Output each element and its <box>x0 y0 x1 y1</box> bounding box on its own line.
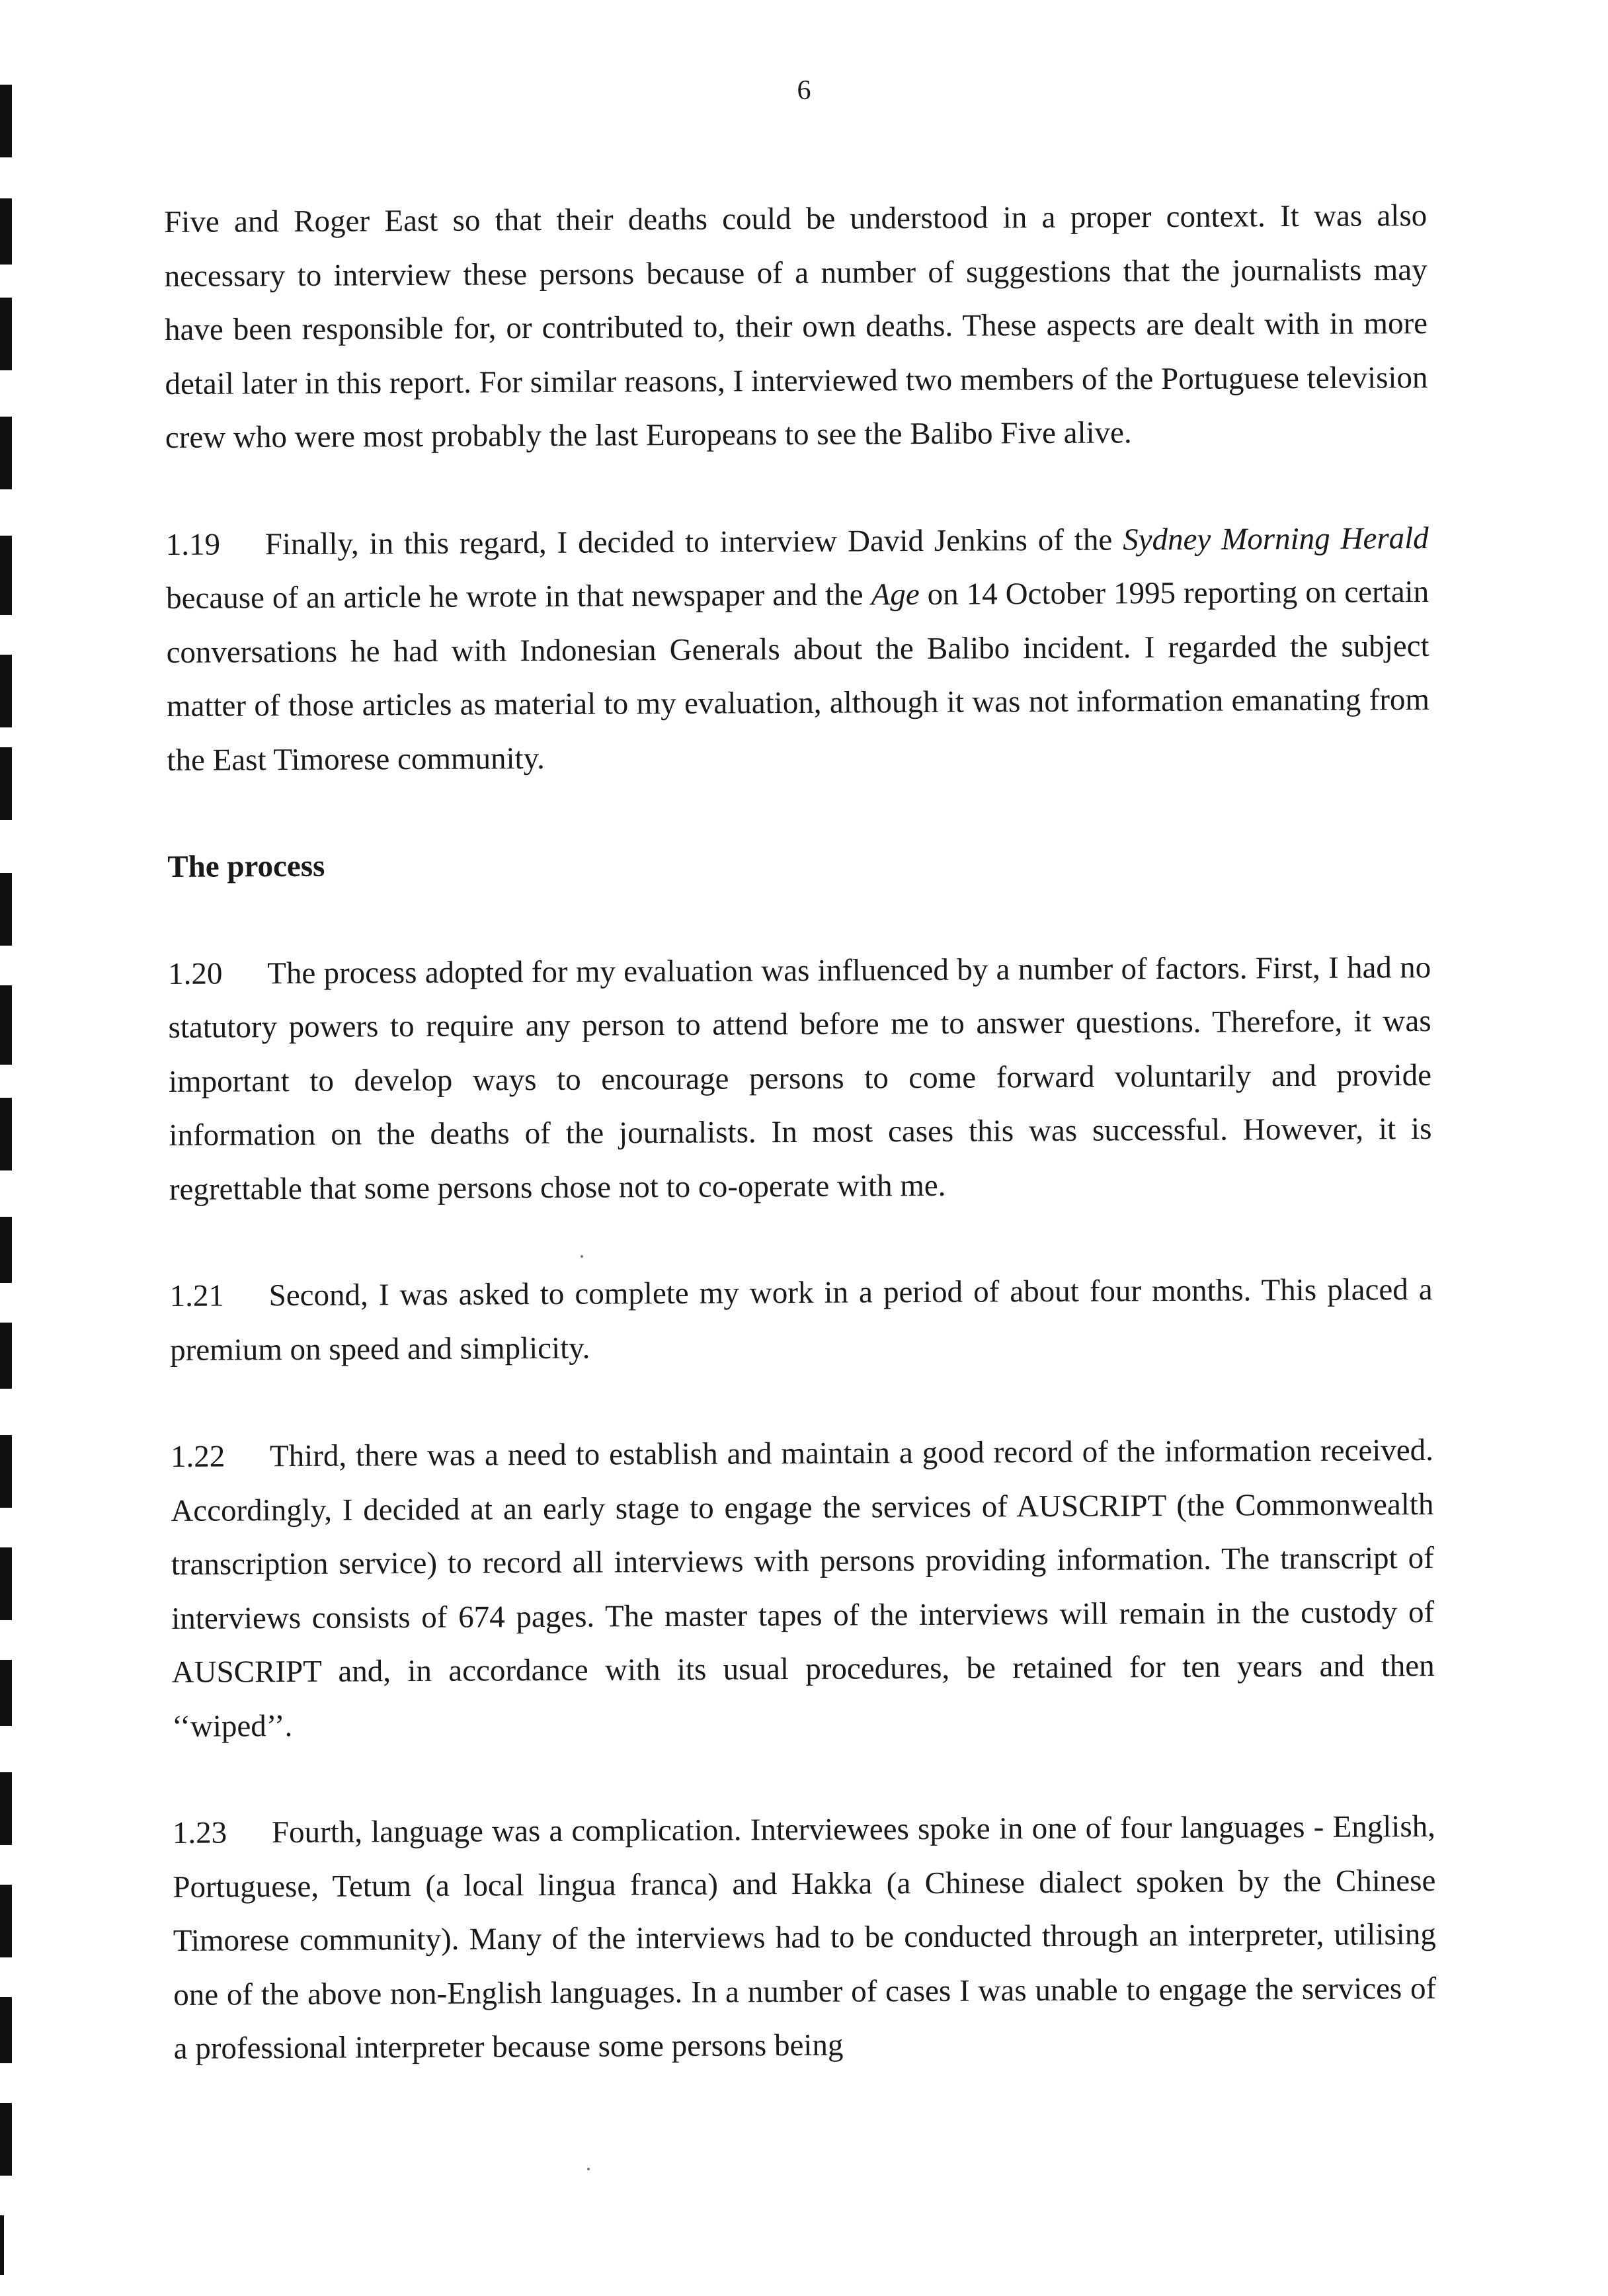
italic-text: Sydney Morning Herald <box>1123 520 1429 557</box>
binding-mark <box>0 873 12 946</box>
paragraph-text: Third, there was a need to establish and maintain a good record of the information received. Accordingly, I decided at an early stage to engage the services of AUSCRIPT (the Commonwealth transcription service) to record all interviews with persons providing information. The transcript of interviews consists of 674 pages. The master tapes of the interviews will remain in the custody of AUSCRIPT and, in accordance with its usual procedures, be retained for ten years and then ‘‘wiped’’. <box>171 1432 1435 1744</box>
binding-mark <box>0 747 12 820</box>
paragraph-number: 1.23 <box>172 1815 227 1850</box>
binding-mark <box>0 1323 12 1389</box>
paragraph-text: Second, I was asked to complete my work in a period of about four months. This placed a premium on speed and simplicity. <box>170 1272 1433 1368</box>
binding-mark <box>0 985 12 1065</box>
paragraph-1-19 <box>166 511 1430 787</box>
italic-text: Age <box>871 577 920 612</box>
paragraph-continued <box>164 189 1428 465</box>
scan-speck <box>587 2168 590 2170</box>
binding-mark <box>0 417 12 489</box>
binding-mark <box>0 1217 12 1283</box>
paragraph-number: 1.21 <box>169 1278 225 1313</box>
paragraphs-container <box>164 189 1430 788</box>
paragraph-1-21 <box>170 1263 1433 1377</box>
paragraph-number: 1.22 <box>170 1439 225 1474</box>
binding-mark <box>0 198 12 265</box>
paragraph-number: 1.20 <box>168 956 223 991</box>
paragraph-text: on 14 October 1995 reporting on certain conversations he had with Indonesian Generals about the Balibo incident. I regarded the subject matter of those articles as material to my evaluation, although it was not information emanating from the East Timorese community. <box>166 574 1430 778</box>
paragraph-1-22 <box>171 1424 1435 1754</box>
binding-mark <box>0 1435 12 1508</box>
paragraph-text: because of an article he wrote in that newspaper and the <box>166 577 871 616</box>
paragraph-text: Finally, in this regard, I decided to interview David Jenkins of the <box>264 522 1123 561</box>
binding-mark <box>0 1098 12 1170</box>
paragraph-text: Five and Roger East so that their deaths could be understood in a proper context. It was also necessary to interview these persons because of a number of suggestions that the journalists may have been responsible for, or contributed to, their own deaths. These aspects are dealt with in more detail later in this report. For similar reasons, I interviewed two members of the Portuguese television crew who were most probably the last Europeans to see the Balibo Five alive. <box>164 198 1428 455</box>
binding-mark <box>0 1885 12 1957</box>
binding-mark <box>0 2215 4 2275</box>
section-heading: The process <box>167 848 325 884</box>
binding-mark <box>0 655 12 727</box>
scan-speck <box>581 1255 583 1258</box>
paragraph-text: The process adopted for my evaluation was influenced by a number of factors. First, I had no statutory powers to require any person to attend before me to answer questions. Therefore, it was important to develop ways to encourage persons to come forward voluntarily and provide information on the deaths of the journalists. In most cases this was successful. However, it is regrettable that some persons chose not to co-operate with me. <box>168 950 1432 1207</box>
section-paragraphs-container <box>168 940 1437 2076</box>
paragraph-number: 1.19 <box>165 527 221 562</box>
body-text <box>164 189 1437 2129</box>
page-number: 6 <box>797 75 811 106</box>
paragraph-1-23 <box>173 1800 1437 2076</box>
binding-mark <box>0 1772 12 1845</box>
binding-mark <box>0 536 12 615</box>
scan-binding-marks <box>0 0 26 2296</box>
binding-mark <box>0 1547 12 1620</box>
binding-mark <box>0 1660 12 1726</box>
binding-mark <box>0 298 12 370</box>
binding-mark <box>0 2103 12 2176</box>
paragraph-text: Fourth, language was a complication. Interviewees spoke in one of four languages - English, Portuguese, Tetum (a local lingua franca) and Hakka (a Chinese dialect spoken by the Chinese Timorese community). Many of the interviews had to be conducted through an interpreter, utilising one of the above non-English languages. In a number of cases I was unable to engage the services of a professional interpreter because some persons being <box>173 1809 1437 2066</box>
binding-mark <box>0 1997 12 2063</box>
paragraph-1-20 <box>168 940 1432 1216</box>
